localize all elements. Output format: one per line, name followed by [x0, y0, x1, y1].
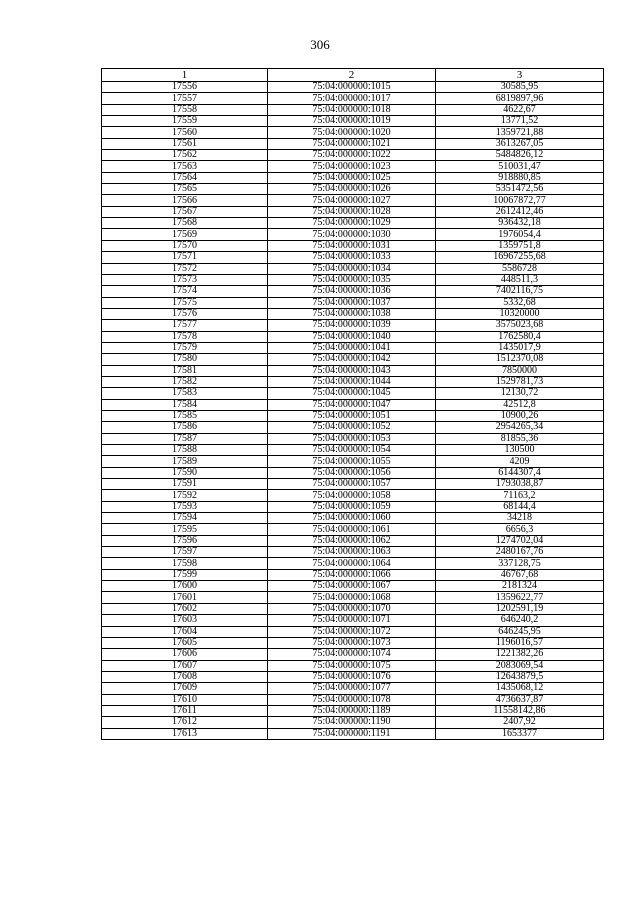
cadastral-number-cell: 75:04:000000:1062: [268, 535, 436, 546]
table-row: [102, 150, 604, 161]
table-row: [102, 581, 604, 592]
table-row: [102, 728, 604, 739]
row-number-cell: 17580: [102, 354, 268, 365]
value-cell: 448511,3: [436, 274, 604, 285]
cadastral-number-cell: 75:04:000000:1191: [268, 728, 436, 739]
value-cell: 12643879,5: [436, 671, 604, 682]
table-row: [102, 365, 604, 376]
value-cell: 1196016,57: [436, 637, 604, 648]
table-row: [102, 637, 604, 648]
row-number-cell: 17561: [102, 138, 268, 149]
value-cell: 3613267,05: [436, 138, 604, 149]
table-row: [102, 138, 604, 149]
cadastral-number-cell: 75:04:000000:1190: [268, 717, 436, 728]
column-header-1: 1: [102, 69, 268, 82]
cadastral-number-cell: 75:04:000000:1072: [268, 626, 436, 637]
value-cell: 646245,95: [436, 626, 604, 637]
cadastral-number-cell: 75:04:000000:1045: [268, 388, 436, 399]
value-cell: 1762580,4: [436, 331, 604, 342]
cadastral-number-cell: 75:04:000000:1071: [268, 615, 436, 626]
value-cell: 4622,67: [436, 104, 604, 115]
cadastral-number-cell: 75:04:000000:1064: [268, 558, 436, 569]
value-cell: 5484826,12: [436, 150, 604, 161]
row-number-cell: 17579: [102, 342, 268, 353]
row-number-cell: 17573: [102, 274, 268, 285]
cadastral-number-cell: 75:04:000000:1019: [268, 116, 436, 127]
row-number-cell: 17585: [102, 410, 268, 421]
table-row: [102, 376, 604, 387]
cadastral-number-cell: 75:04:000000:1017: [268, 93, 436, 104]
row-number-cell: 17578: [102, 331, 268, 342]
row-number-cell: 17571: [102, 252, 268, 263]
row-number-cell: 17606: [102, 649, 268, 660]
row-number-cell: 17612: [102, 717, 268, 728]
table-row: [102, 524, 604, 535]
value-cell: 2181324: [436, 581, 604, 592]
cadastral-number-cell: 75:04:000000:1042: [268, 354, 436, 365]
table-row: [102, 218, 604, 229]
cadastral-number-cell: 75:04:000000:1025: [268, 172, 436, 183]
row-number-cell: 17588: [102, 445, 268, 456]
cadastral-number-cell: 75:04:000000:1022: [268, 150, 436, 161]
table-row: [102, 535, 604, 546]
row-number-cell: 17566: [102, 195, 268, 206]
column-header-3: 3: [436, 69, 604, 82]
table-row: [102, 127, 604, 138]
value-cell: 30585,95: [436, 82, 604, 93]
table-row: [102, 660, 604, 671]
cadastral-number-cell: 75:04:000000:1038: [268, 308, 436, 319]
cadastral-number-cell: 75:04:000000:1040: [268, 331, 436, 342]
value-cell: 2612412,46: [436, 206, 604, 217]
row-number-cell: 17603: [102, 615, 268, 626]
table-row: [102, 172, 604, 183]
row-number-cell: 17581: [102, 365, 268, 376]
cadastral-number-cell: 75:04:000000:1015: [268, 82, 436, 93]
value-cell: 1435017,9: [436, 342, 604, 353]
table-row: [102, 195, 604, 206]
value-cell: 7850000: [436, 365, 604, 376]
table-row: [102, 490, 604, 501]
cadastral-number-cell: 75:04:000000:1074: [268, 649, 436, 660]
table-row: [102, 422, 604, 433]
cadastral-number-cell: 75:04:000000:1052: [268, 422, 436, 433]
row-number-cell: 17608: [102, 671, 268, 682]
row-number-cell: 17596: [102, 535, 268, 546]
cadastral-number-cell: 75:04:000000:1057: [268, 479, 436, 490]
value-cell: 68144,4: [436, 501, 604, 512]
value-cell: 1512370,08: [436, 354, 604, 365]
cadastral-number-cell: 75:04:000000:1051: [268, 410, 436, 421]
cadastral-number-cell: 75:04:000000:1076: [268, 671, 436, 682]
row-number-cell: 17605: [102, 637, 268, 648]
cadastral-number-cell: 75:04:000000:1078: [268, 694, 436, 705]
row-number-cell: 17560: [102, 127, 268, 138]
value-cell: 11558142,86: [436, 705, 604, 716]
row-number-cell: 17592: [102, 490, 268, 501]
table-row: [102, 286, 604, 297]
row-number-cell: 17601: [102, 592, 268, 603]
table-row: [102, 331, 604, 342]
value-cell: 1435068,12: [436, 683, 604, 694]
value-cell: 10320000: [436, 308, 604, 319]
row-number-cell: 17558: [102, 104, 268, 115]
row-number-cell: 17575: [102, 297, 268, 308]
value-cell: 1202591,19: [436, 603, 604, 614]
cadastral-number-cell: 75:04:000000:1073: [268, 637, 436, 648]
value-cell: 936432,18: [436, 218, 604, 229]
table-row: [102, 479, 604, 490]
row-number-cell: 17610: [102, 694, 268, 705]
value-cell: 71163,2: [436, 490, 604, 501]
value-cell: 5332,68: [436, 297, 604, 308]
cadastral-number-cell: 75:04:000000:1068: [268, 592, 436, 603]
row-number-cell: 17607: [102, 660, 268, 671]
row-number-cell: 17572: [102, 263, 268, 274]
table-row: [102, 547, 604, 558]
value-cell: 5586728: [436, 263, 604, 274]
row-number-cell: 17570: [102, 240, 268, 251]
cadastral-number-cell: 75:04:000000:1029: [268, 218, 436, 229]
cadastral-number-cell: 75:04:000000:1026: [268, 184, 436, 195]
table-row: [102, 671, 604, 682]
value-cell: 1359721,88: [436, 127, 604, 138]
row-number-cell: 17577: [102, 320, 268, 331]
table-row: [102, 274, 604, 285]
value-cell: 34218: [436, 513, 604, 524]
row-number-cell: 17613: [102, 728, 268, 739]
table-row: [102, 354, 604, 365]
cadastral-number-cell: 75:04:000000:1028: [268, 206, 436, 217]
table-header-row: [102, 69, 604, 82]
value-cell: 7402116,75: [436, 286, 604, 297]
table-row: [102, 717, 604, 728]
cadastral-number-cell: 75:04:000000:1075: [268, 660, 436, 671]
cadastral-number-cell: 75:04:000000:1036: [268, 286, 436, 297]
value-cell: 1976054,4: [436, 229, 604, 240]
table-row: [102, 184, 604, 195]
value-cell: 646240,2: [436, 615, 604, 626]
table-row: [102, 320, 604, 331]
cadastral-number-cell: 75:04:000000:1033: [268, 252, 436, 263]
cadastral-number-cell: 75:04:000000:1018: [268, 104, 436, 115]
table-row: [102, 252, 604, 263]
value-cell: 1529781,73: [436, 376, 604, 387]
cadastral-number-cell: 75:04:000000:1027: [268, 195, 436, 206]
table-row: [102, 206, 604, 217]
table-row: [102, 433, 604, 444]
table-row: [102, 342, 604, 353]
value-cell: 42512,8: [436, 399, 604, 410]
page-number: 306: [310, 37, 330, 52]
row-number-cell: 17590: [102, 467, 268, 478]
row-number-cell: 17564: [102, 172, 268, 183]
cadastral-number-cell: 75:04:000000:1055: [268, 456, 436, 467]
table-row: [102, 93, 604, 104]
value-cell: 16967255,68: [436, 252, 604, 263]
value-cell: 337128,75: [436, 558, 604, 569]
value-cell: 46767,68: [436, 569, 604, 580]
value-cell: 918880,85: [436, 172, 604, 183]
row-number-cell: 17556: [102, 82, 268, 93]
row-number-cell: 17609: [102, 683, 268, 694]
table-row: [102, 82, 604, 93]
table-row: [102, 694, 604, 705]
cadastral-number-cell: 75:04:000000:1056: [268, 467, 436, 478]
value-cell: 510031,47: [436, 161, 604, 172]
table-row: [102, 626, 604, 637]
row-number-cell: 17557: [102, 93, 268, 104]
table-row: [102, 615, 604, 626]
value-cell: 4736637,87: [436, 694, 604, 705]
value-cell: 6144307,4: [436, 467, 604, 478]
row-number-cell: 17562: [102, 150, 268, 161]
cadastral-number-cell: 75:04:000000:1044: [268, 376, 436, 387]
cadastral-number-cell: 75:04:000000:1061: [268, 524, 436, 535]
table-row: [102, 649, 604, 660]
table-row: [102, 456, 604, 467]
table-row: [102, 592, 604, 603]
table-row: [102, 467, 604, 478]
row-number-cell: 17582: [102, 376, 268, 387]
row-number-cell: 17576: [102, 308, 268, 319]
cadastral-number-cell: 75:04:000000:1047: [268, 399, 436, 410]
cadastral-number-cell: 75:04:000000:1023: [268, 161, 436, 172]
row-number-cell: 17597: [102, 547, 268, 558]
cadastral-number-cell: 75:04:000000:1059: [268, 501, 436, 512]
table-row: [102, 569, 604, 580]
cadastral-number-cell: 75:04:000000:1060: [268, 513, 436, 524]
cadastral-number-cell: 75:04:000000:1021: [268, 138, 436, 149]
row-number-cell: 17586: [102, 422, 268, 433]
row-number-cell: 17559: [102, 116, 268, 127]
table-row: [102, 104, 604, 115]
table-row: [102, 558, 604, 569]
cadastral-number-cell: 75:04:000000:1041: [268, 342, 436, 353]
table-row: [102, 501, 604, 512]
table-row: [102, 410, 604, 421]
table-row: [102, 240, 604, 251]
cadastral-number-cell: 75:04:000000:1066: [268, 569, 436, 580]
value-cell: 10900,26: [436, 410, 604, 421]
row-number-cell: 17587: [102, 433, 268, 444]
table-row: [102, 263, 604, 274]
value-cell: 81855,36: [436, 433, 604, 444]
value-cell: 1359751,8: [436, 240, 604, 251]
row-number-cell: 17567: [102, 206, 268, 217]
value-cell: 1359622,77: [436, 592, 604, 603]
cadastral-number-cell: 75:04:000000:1035: [268, 274, 436, 285]
value-cell: 6656,3: [436, 524, 604, 535]
row-number-cell: 17589: [102, 456, 268, 467]
cadastral-number-cell: 75:04:000000:1030: [268, 229, 436, 240]
value-cell: 130500: [436, 445, 604, 456]
table-row: [102, 445, 604, 456]
cadastral-number-cell: 75:04:000000:1067: [268, 581, 436, 592]
row-number-cell: 17565: [102, 184, 268, 195]
row-number-cell: 17611: [102, 705, 268, 716]
value-cell: 1793038,87: [436, 479, 604, 490]
row-number-cell: 17595: [102, 524, 268, 535]
table-row: [102, 161, 604, 172]
value-cell: 1653377: [436, 728, 604, 739]
value-cell: 5351472,56: [436, 184, 604, 195]
row-number-cell: 17569: [102, 229, 268, 240]
table-row: [102, 388, 604, 399]
cadastral-number-cell: 75:04:000000:1034: [268, 263, 436, 274]
cadastral-number-cell: 75:04:000000:1054: [268, 445, 436, 456]
cadastral-number-cell: 75:04:000000:1031: [268, 240, 436, 251]
table-row: [102, 705, 604, 716]
row-number-cell: 17563: [102, 161, 268, 172]
value-cell: 3575023,68: [436, 320, 604, 331]
row-number-cell: 17568: [102, 218, 268, 229]
table-row: [102, 116, 604, 127]
value-cell: 1221382,26: [436, 649, 604, 660]
row-number-cell: 17584: [102, 399, 268, 410]
value-cell: 6819897,96: [436, 93, 604, 104]
table-row: [102, 297, 604, 308]
row-number-cell: 17591: [102, 479, 268, 490]
column-header-2: 2: [268, 69, 436, 82]
cadastral-number-cell: 75:04:000000:1037: [268, 297, 436, 308]
row-number-cell: 17574: [102, 286, 268, 297]
cadastral-number-cell: 75:04:000000:1063: [268, 547, 436, 558]
cadastral-number-cell: 75:04:000000:1058: [268, 490, 436, 501]
row-number-cell: 17602: [102, 603, 268, 614]
value-cell: 2083069,54: [436, 660, 604, 671]
table-row: [102, 399, 604, 410]
row-number-cell: 17594: [102, 513, 268, 524]
table-row: [102, 513, 604, 524]
data-table: [101, 68, 604, 740]
value-cell: 12130,72: [436, 388, 604, 399]
table-row: [102, 683, 604, 694]
cadastral-number-cell: 75:04:000000:1070: [268, 603, 436, 614]
row-number-cell: 17583: [102, 388, 268, 399]
table-row: [102, 229, 604, 240]
value-cell: 1274702,04: [436, 535, 604, 546]
row-number-cell: 17593: [102, 501, 268, 512]
table-row: [102, 308, 604, 319]
table-row: [102, 603, 604, 614]
row-number-cell: 17600: [102, 581, 268, 592]
row-number-cell: 17604: [102, 626, 268, 637]
cadastral-number-cell: 75:04:000000:1020: [268, 127, 436, 138]
value-cell: 2954265,34: [436, 422, 604, 433]
cadastral-number-cell: 75:04:000000:1189: [268, 705, 436, 716]
cadastral-number-cell: 75:04:000000:1043: [268, 365, 436, 376]
cadastral-number-cell: 75:04:000000:1039: [268, 320, 436, 331]
cadastral-number-cell: 75:04:000000:1077: [268, 683, 436, 694]
table-body: [102, 82, 604, 740]
value-cell: 2407,92: [436, 717, 604, 728]
value-cell: 4209: [436, 456, 604, 467]
value-cell: 13771,52: [436, 116, 604, 127]
row-number-cell: 17599: [102, 569, 268, 580]
value-cell: 2480167,76: [436, 547, 604, 558]
cadastral-number-cell: 75:04:000000:1053: [268, 433, 436, 444]
row-number-cell: 17598: [102, 558, 268, 569]
value-cell: 10067872,77: [436, 195, 604, 206]
